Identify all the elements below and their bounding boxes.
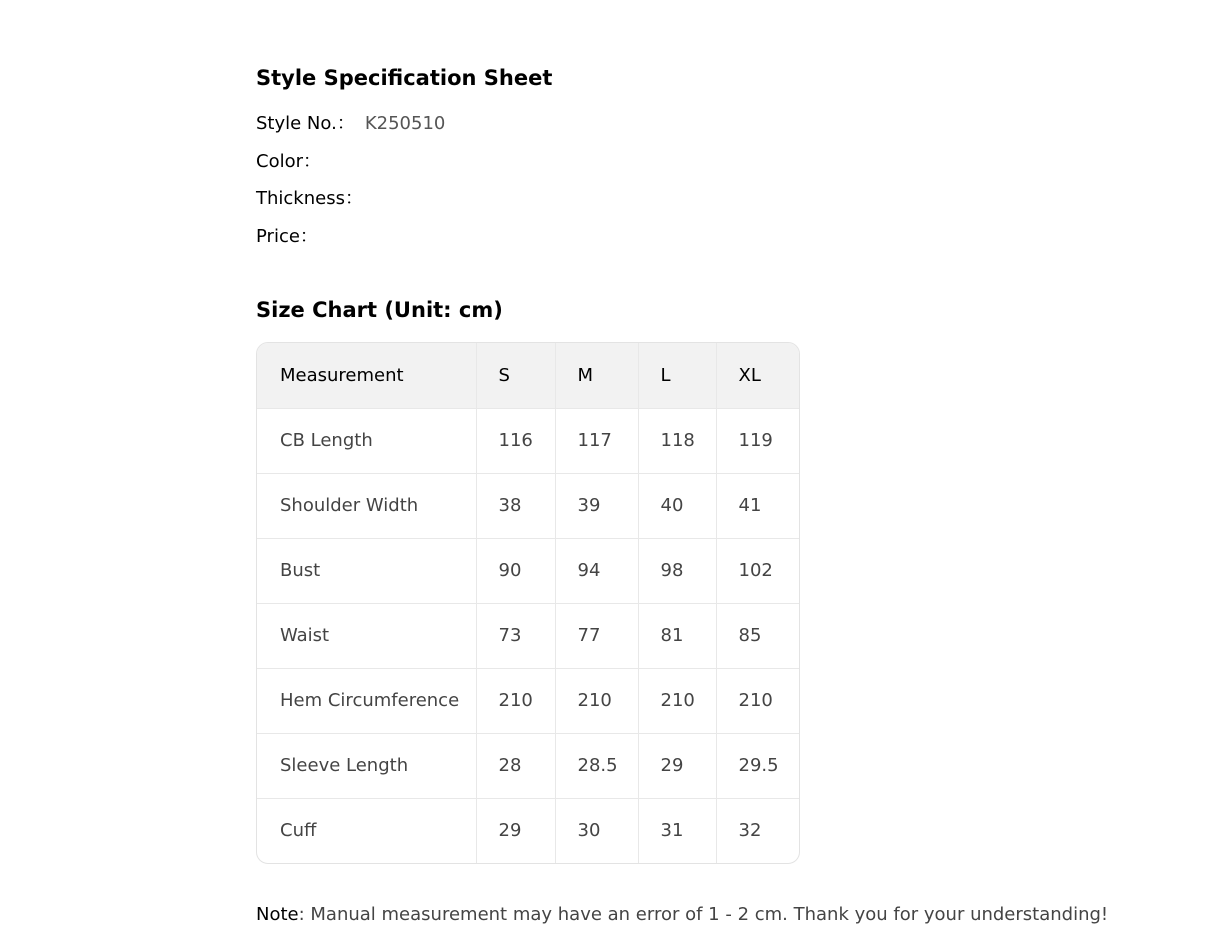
header-size-l: L	[638, 343, 716, 408]
measurement-name: CB Length	[257, 408, 476, 473]
note-label: Note	[256, 904, 299, 925]
style-no-value: K250510	[364, 113, 446, 134]
table-row	[257, 538, 799, 603]
size-value: 118	[638, 408, 716, 473]
size-value: 29	[476, 798, 555, 863]
size-value: 28	[476, 733, 555, 798]
size-value: 39	[555, 473, 638, 538]
size-value: 28.5	[555, 733, 638, 798]
size-value: 41	[716, 473, 799, 538]
color-label: Color	[256, 150, 303, 172]
size-chart-table	[257, 343, 799, 863]
style-no-separator: ：	[336, 113, 355, 134]
size-value: 29	[638, 733, 716, 798]
size-value: 210	[555, 668, 638, 733]
size-value: 40	[638, 473, 716, 538]
size-value: 119	[716, 408, 799, 473]
measurement-name: Cuff	[257, 798, 476, 863]
measurement-name: Shoulder Width	[257, 473, 476, 538]
color-field	[256, 151, 1156, 189]
measurement-name: Hem Circumference	[257, 668, 476, 733]
spec-sheet	[256, 62, 1156, 925]
size-value: 94	[555, 538, 638, 603]
sheet-title: Style Specification Sheet	[256, 66, 553, 90]
spec-field-list	[256, 113, 1156, 263]
table-row	[257, 668, 799, 733]
price-label: Price	[256, 225, 300, 247]
size-value: 30	[555, 798, 638, 863]
size-value: 102	[716, 538, 799, 603]
size-value: 90	[476, 538, 555, 603]
header-measurement: Measurement	[257, 343, 476, 408]
size-value: 116	[476, 408, 555, 473]
note-text: : Manual measurement may have an error of 1 - 2 cm. Thank you for your understanding!	[298, 904, 1109, 925]
header-size-m: M	[555, 343, 638, 408]
size-value: 117	[555, 408, 638, 473]
measurement-name: Sleeve Length	[257, 733, 476, 798]
size-value: 85	[716, 603, 799, 668]
price-field	[256, 226, 1156, 264]
header-size-s: S	[476, 343, 555, 408]
size-value: 210	[638, 668, 716, 733]
size-chart-title: Size Chart (Unit: cm)	[256, 298, 503, 322]
size-value: 98	[638, 538, 716, 603]
table-row	[257, 798, 799, 863]
table-header-row	[257, 343, 799, 408]
table-row	[257, 473, 799, 538]
header-size-xl: XL	[716, 343, 799, 408]
size-value: 32	[738, 820, 762, 842]
size-value: 210	[716, 668, 799, 733]
style-no-label: Style No.	[256, 113, 337, 134]
measurement-note	[256, 900, 1108, 930]
table-row	[257, 408, 799, 473]
thickness-separator: ：	[344, 188, 363, 209]
size-chart-table-container	[256, 342, 800, 864]
size-value: 210	[476, 668, 555, 733]
size-value: 77	[555, 603, 638, 668]
table-row	[257, 603, 799, 668]
size-value: 73	[476, 603, 555, 668]
size-value: 81	[638, 603, 716, 668]
size-value: 38	[476, 473, 555, 538]
style-no-field	[256, 113, 1156, 151]
size-value: 29.5	[716, 733, 799, 798]
price-separator: ：	[299, 225, 318, 247]
size-value: 31	[638, 798, 716, 863]
thickness-field	[256, 188, 1156, 226]
measurement-name: Waist	[257, 603, 476, 668]
color-separator: ：	[303, 150, 321, 172]
table-row	[257, 733, 799, 798]
thickness-label: Thickness	[256, 188, 345, 209]
measurement-name: Bust	[257, 538, 476, 603]
